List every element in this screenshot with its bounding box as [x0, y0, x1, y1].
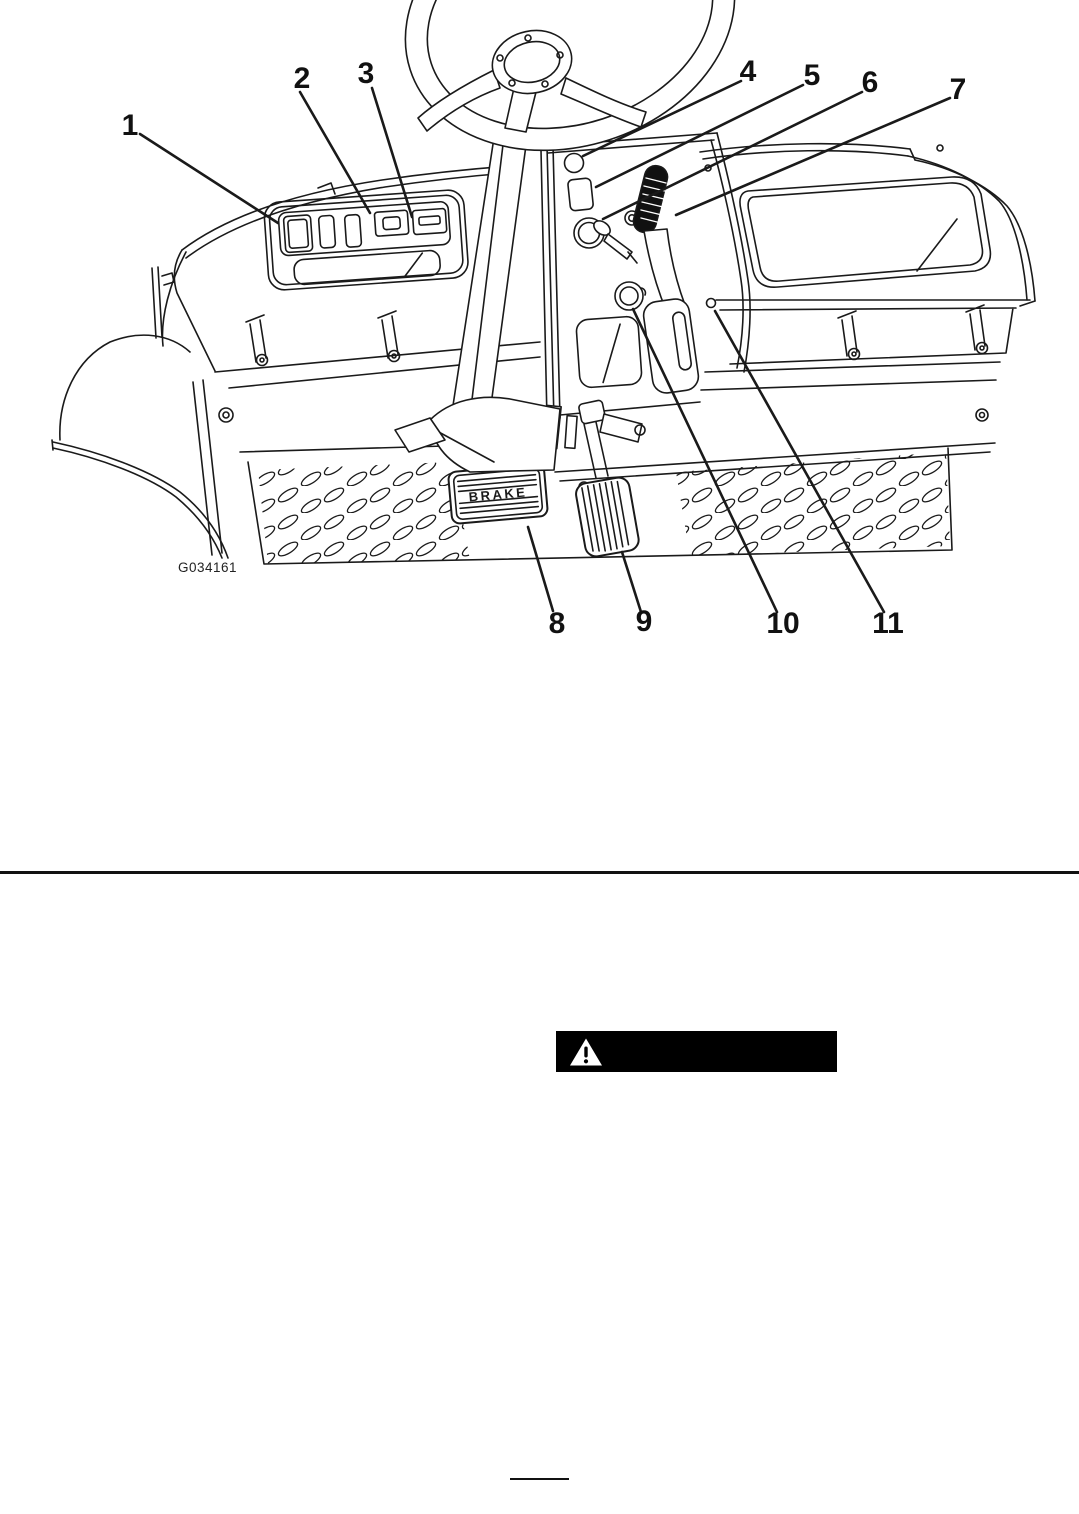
traction-pedal — [574, 476, 640, 558]
toggle-switch-a — [374, 210, 409, 236]
callout-3: 3 — [357, 57, 375, 90]
warning-banner — [556, 1031, 837, 1072]
callout-5: 5 — [803, 59, 821, 92]
toggle-switch-b — [412, 208, 447, 234]
console-tray — [576, 316, 643, 388]
steering-column — [395, 106, 560, 472]
callout-1: 1 — [121, 109, 139, 142]
callout-7: 7 — [949, 73, 967, 106]
ignition-switch — [574, 218, 637, 263]
mount-hole — [707, 299, 716, 308]
switch-blank-2 — [344, 214, 361, 247]
callout-6: 6 — [861, 66, 879, 99]
throttle-lever — [631, 163, 700, 394]
callout-2: 2 — [293, 62, 311, 95]
figure-code: G034161 — [178, 560, 238, 575]
controls-line-art — [0, 0, 1079, 660]
callout-4: 4 — [739, 55, 757, 88]
cup-recess — [740, 177, 990, 287]
right-dash-panel — [700, 144, 1035, 421]
light-switch — [283, 215, 312, 253]
power-outlet — [615, 282, 645, 310]
callout-8: 8 — [548, 607, 566, 640]
callout-11: 11 — [872, 607, 904, 640]
controls-diagram-figure — [0, 0, 1079, 660]
footnote-rule — [510, 1478, 569, 1480]
callout-9: 9 — [635, 605, 653, 638]
brake-pedal — [448, 464, 548, 524]
section-divider-rule — [0, 871, 1079, 874]
switch-blank-1 — [318, 215, 335, 248]
callout-10: 10 — [766, 607, 800, 640]
center-console — [541, 133, 750, 420]
left-fender — [52, 252, 228, 558]
brake-pedal-label: BRAKE — [468, 484, 528, 505]
indicator-light — [567, 178, 593, 211]
hour-meter-gauge — [565, 154, 584, 173]
alert-triangle-icon — [569, 1037, 603, 1067]
